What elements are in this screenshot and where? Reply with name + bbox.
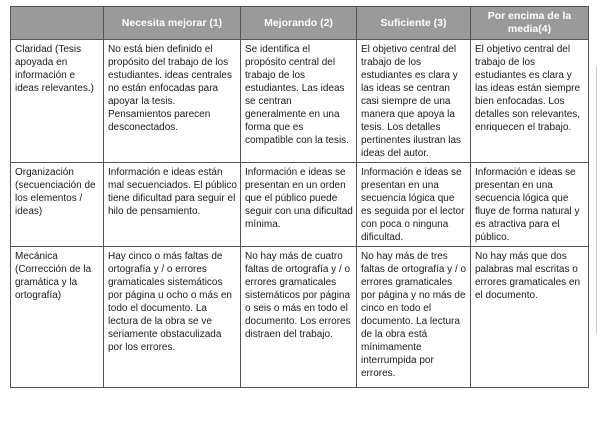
table-cell: Información e ideas se presentan en una secuencia lógica que fluye de forma natural y es atractiva para el público. [471, 163, 589, 247]
table-row [11, 247, 589, 388]
table-cell: El objetivo central del trabajo de los estudiantes es clara y las ideas están siempre bien enfocadas. Los detalles son relevantes, enriquecen el trabajo. [471, 40, 589, 163]
header-row [11, 7, 589, 40]
table-cell: No hay más que dos palabras mal escritas o errores gramaticales en el documento. [471, 247, 589, 388]
header-level-3: Suficiente (3) [357, 7, 471, 40]
criterion-cell: Claridad (Tesis apoyada en información e ideas relevantes.) [11, 40, 104, 163]
table-cell: Información e ideas están mal secuenciados. El público tiene dificultad para seguir el hilo de pensamiento. [104, 163, 241, 247]
table-row [11, 163, 589, 247]
header-level-4: Por encima de la media(4) [471, 7, 589, 40]
table-cell: Hay cinco o más faltas de ortografía y / o errores gramaticales sistemáticos por página u ocho o más en todo el documento. La lectura de la obra se ve seriamente obstaculizada por los errores. [104, 247, 241, 388]
table-cell: No hay más de tres faltas de ortografía y / o errores gramaticales por página y no más de cinco en todo el documento. La lectura de la obra está mínimamente interrumpida por errores. [357, 247, 471, 388]
page-edge-divider [596, 66, 597, 334]
table-cell: Información e ideas se presentan en un orden que el público puede seguir con una dificultad mínima. [241, 163, 357, 247]
header-blank [11, 7, 104, 40]
table-cell: El objetivo central del trabajo de los estudiantes es clara y las ideas se centran casi siempre de una manera que apoya la tesis. Los detalles pertinentes ilustran las ideas del autor. [357, 40, 471, 163]
criterion-cell: Organización (secuenciación de los elementos / ideas) [11, 163, 104, 247]
table-cell: No hay más de cuatro faltas de ortografía y / o errores gramaticales sistemáticos por página o seis o más en todo el documento. Los errores distraen del trabajo. [241, 247, 357, 388]
table-cell: No está bien definido el propósito del trabajo de los estudiantes. ideas centrales no están enfocadas para apoyar la tesis. Pensamientos parecen desconectados. [104, 40, 241, 163]
table-cell: Información e ideas se presentan en una secuencia lógica que es seguida por el lector con poca o ninguna dificultad. [357, 163, 471, 247]
header-level-1: Necesita mejorar (1) [104, 7, 241, 40]
criterion-cell: Mecánica (Corrección de la gramática y la ortografía) [11, 247, 104, 388]
table-cell: Se identifica el propósito central del trabajo de los estudiantes. Las ideas se centran generalmente en una forma que es compatible con la tesis. [241, 40, 357, 163]
header-level-2: Mejorando (2) [241, 7, 357, 40]
table-row [11, 40, 589, 163]
rubric-table [10, 6, 589, 388]
